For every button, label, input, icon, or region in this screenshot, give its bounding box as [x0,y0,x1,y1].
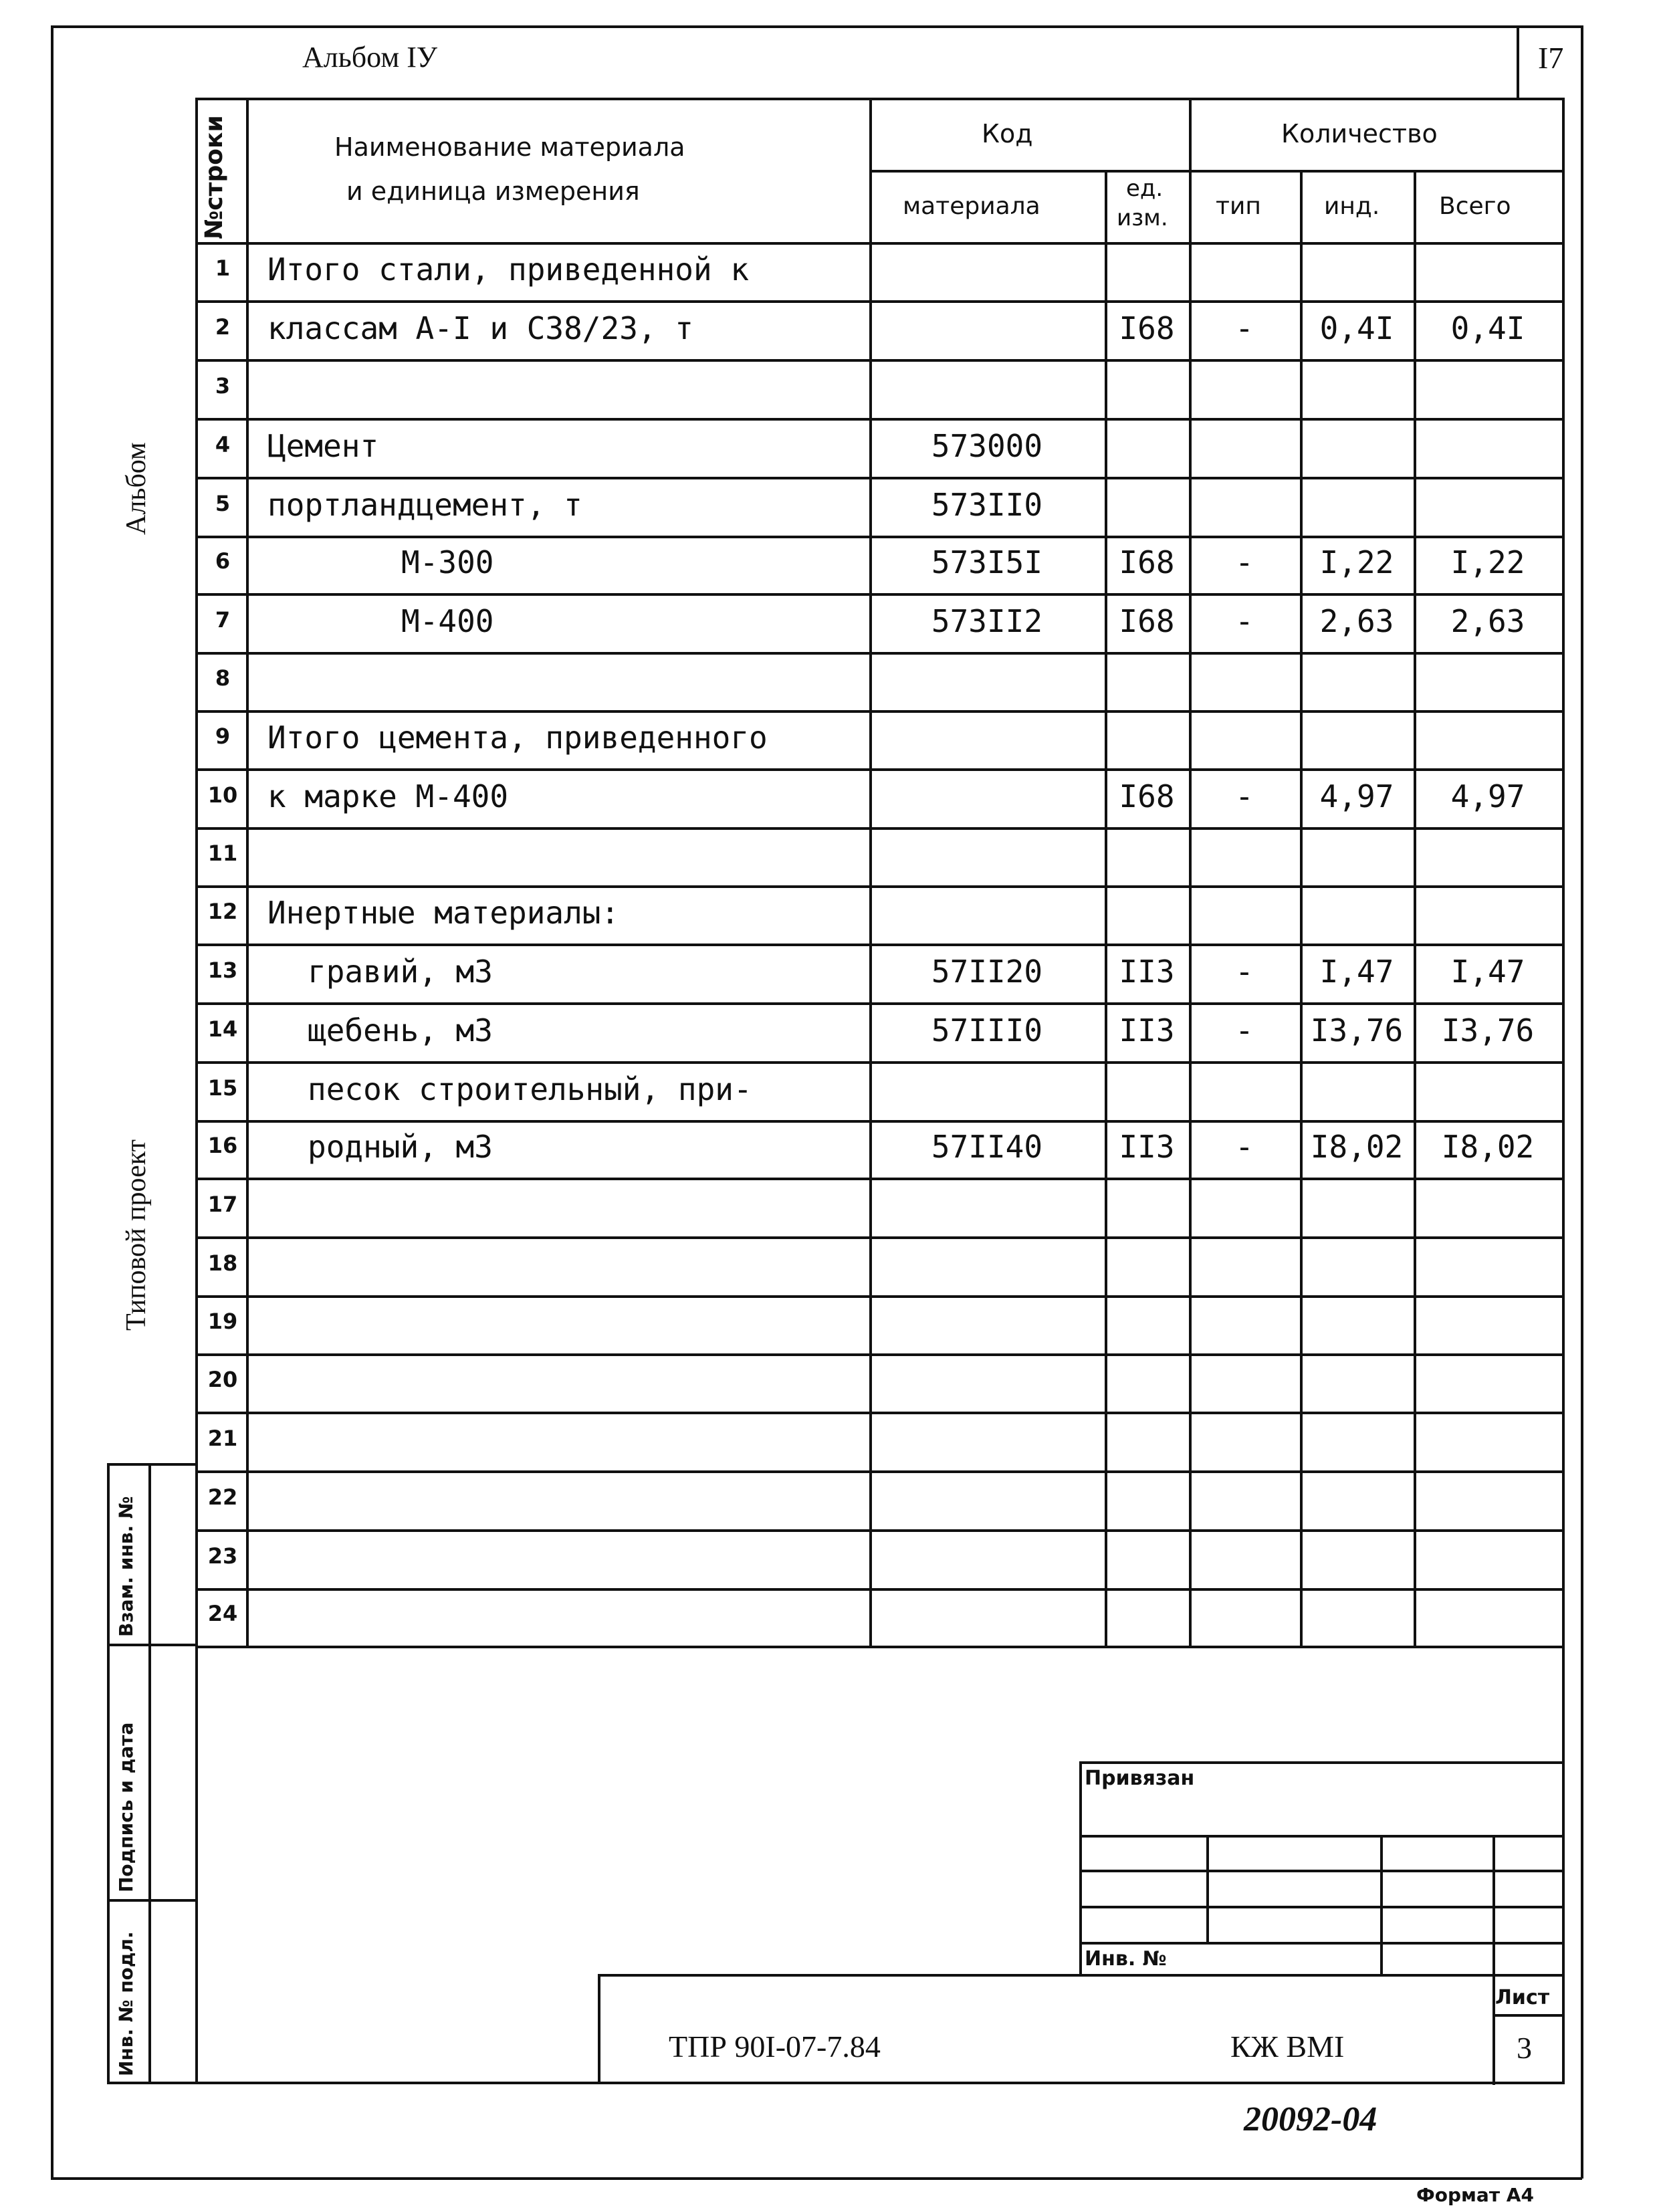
row-5-code: 573II0 [931,487,1043,523]
row-9-n: 9 [215,724,231,749]
row-separator [195,418,1565,421]
row-7-unit: I68 [1119,603,1175,639]
side-album-label: Альбом [121,442,152,535]
tb-col-2 [1380,1835,1383,1975]
header-qty-type: тип [1216,193,1261,220]
header-subline-qty [1189,170,1565,173]
row-7-n: 7 [215,607,231,633]
row-16-unit: II3 [1119,1129,1175,1165]
row-13-ind: I,47 [1319,954,1394,990]
row-separator [195,1236,1565,1239]
row-separator [195,1353,1565,1356]
row-13-code: 57II20 [931,954,1043,990]
row-separator [195,944,1565,946]
format-label: Формат А4 [1416,2184,1534,2206]
col-line-unit [1105,170,1107,1648]
row-22-n: 22 [207,1484,238,1510]
row-10-unit: I68 [1119,778,1175,814]
stamp-column-mid [148,1463,151,2084]
row-separator [195,1412,1565,1414]
tb-main-top [598,1974,1565,1977]
row-2-n: 2 [215,314,231,340]
row-separator [195,1178,1565,1180]
side-project-label: Типовой проект [121,1139,152,1331]
handwritten-number: 20092-04 [1244,2100,1377,2138]
row-6-n: 6 [215,548,231,574]
col-line-total [1414,170,1416,1648]
row-2-typ: - [1235,310,1254,346]
row-9-name: Итого цемента, приведенного [267,720,768,756]
row-14-unit: II3 [1119,1012,1175,1048]
frame-left-line [51,25,53,2179]
header-qty-ind: инд. [1324,193,1380,220]
row-15-n: 15 [207,1075,238,1101]
row-13-typ: - [1235,954,1254,990]
table-border-top [195,98,1565,100]
row-10-typ: - [1235,778,1254,814]
row-14-typ: - [1235,1012,1254,1048]
row-2-total: 0,4I [1450,310,1525,346]
row-16-ind: I8,02 [1310,1129,1404,1165]
row-separator [195,359,1565,362]
header-qty-total: Всего [1439,193,1511,220]
row-13-name: гравий, м3 [308,954,493,990]
row-separator [195,1588,1565,1591]
row-separator [195,710,1565,713]
row-separator [195,768,1565,771]
row-15-name: песок строительный, при- [308,1071,752,1107]
row-separator [195,1646,1565,1648]
tb-col-1 [1206,1835,1209,1942]
row-6-total: I,22 [1450,544,1525,580]
header-code-unit1: ед. [1126,175,1164,202]
row-14-ind: I3,76 [1310,1012,1404,1048]
row-7-name: М-400 [401,603,494,639]
row-16-total: I8,02 [1441,1129,1535,1165]
row-1-name: Итого стали, приведенной к [267,251,750,288]
frame-bottom-line [51,2177,1582,2180]
row-13-unit: II3 [1119,954,1175,990]
row-separator [195,885,1565,888]
row-13-total: I,47 [1450,954,1525,990]
row-2-unit: I68 [1119,310,1175,346]
row-separator [195,1295,1565,1298]
row-14-name: щебень, м3 [308,1012,493,1048]
row-7-ind: 2,63 [1319,603,1394,639]
row-10-n: 10 [207,782,238,808]
row-16-name: родный, м3 [308,1129,493,1165]
table-header-bottom [195,242,1565,245]
header-name-line1: Наименование материала [334,132,685,162]
tb-privyazan: Привязан [1085,1767,1195,1790]
sheet-number: I7 [1538,41,1564,75]
row-separator [195,593,1565,596]
row-13-n: 13 [207,958,238,983]
row-21-n: 21 [207,1426,238,1451]
sheet-number-divider [1517,25,1519,98]
col-line-name [246,98,249,1648]
header-row-number: №строки [201,115,228,239]
row-12-n: 12 [207,899,238,924]
tb-doc-mark: КЖ ВМI [1230,2029,1345,2064]
row-16-n: 16 [207,1133,238,1158]
row-separator [195,1061,1565,1064]
row-6-typ: - [1235,544,1254,580]
row-19-n: 19 [207,1309,238,1334]
row-3-n: 3 [215,373,231,399]
row-1-n: 1 [215,255,231,281]
row-separator [195,652,1565,655]
stamp-col-top [107,1463,195,1466]
row-4-name: Цемент [267,428,379,464]
table-border-right [1562,98,1565,2084]
row-7-code: 573II2 [931,603,1043,639]
stamp-inv-podl: Инв. № подл. [115,1931,137,2076]
row-separator [195,827,1565,830]
tb-doc-code: ТПР 90I-07-7.84 [669,2029,881,2064]
row-17-n: 17 [207,1192,238,1217]
stamp-col-sep1 [107,1644,195,1646]
frame-top-line [51,25,1582,28]
row-24-n: 24 [207,1601,238,1626]
header-code-unit2: изм. [1117,205,1168,231]
row-16-typ: - [1235,1129,1254,1165]
header-code-material: материала [903,193,1040,220]
row-5-name: портландцемент, т [267,487,582,523]
tb-sheet-number: 3 [1517,2031,1532,2065]
row-separator [195,1002,1565,1005]
header-name-line2: и единица измерения [346,177,640,206]
table-border-left [195,98,198,2084]
row-14-code: 57III0 [931,1012,1043,1048]
tb-sheet-label: Лист [1495,1986,1550,2009]
row-10-total: 4,97 [1450,778,1525,814]
row-14-n: 14 [207,1016,238,1042]
row-separator [195,477,1565,479]
album-title: Альбом IУ [302,41,437,74]
row-18-n: 18 [207,1250,238,1276]
tb-main-left [598,1974,600,2084]
row-11-n: 11 [207,841,238,866]
header-code: Код [982,119,1033,148]
row-12-name: Инертные материалы: [267,895,620,931]
row-4-code: 573000 [931,428,1043,464]
col-line-code [869,98,872,1648]
stamp-podpis-data: Подпись и дата [115,1722,137,1892]
row-5-n: 5 [215,491,231,516]
row-23-n: 23 [207,1543,238,1569]
stamp-column-left [107,1463,110,2084]
header-quantity: Количество [1281,119,1438,148]
tb-sheet-sep [1492,2014,1565,2017]
row-2-ind: 0,4I [1319,310,1394,346]
tb-inv-no: Инв. № [1085,1947,1167,1971]
row-6-name: М-300 [401,544,494,580]
row-10-name: к марке М-400 [267,778,509,814]
stamp-col-sep2 [107,1899,195,1902]
row-separator [195,1470,1565,1473]
row-16-code: 57II40 [931,1129,1043,1165]
row-2-name: классам А-I и С38/23, т [267,310,693,346]
col-line-ind [1300,170,1303,1648]
row-separator [195,1120,1565,1123]
row-14-total: I3,76 [1441,1012,1535,1048]
row-4-n: 4 [215,432,231,457]
row-6-code: 573I5I [931,544,1043,580]
row-6-unit: I68 [1119,544,1175,580]
row-separator [195,1529,1565,1532]
row-8-n: 8 [215,665,231,691]
row-20-n: 20 [207,1367,238,1392]
frame-right-line [1581,25,1583,2179]
row-separator [195,300,1565,303]
stamp-vzam-inv: Взам. инв. № [115,1496,137,1637]
header-subline-code [869,170,1189,173]
stamp-col-bottom [107,2082,1565,2084]
row-separator [195,536,1565,538]
row-6-ind: I,22 [1319,544,1394,580]
tb-top-line [1079,1761,1565,1764]
tb-col-3 [1492,1835,1495,2085]
row-7-total: 2,63 [1450,603,1525,639]
row-7-typ: - [1235,603,1254,639]
row-10-ind: 4,97 [1319,778,1394,814]
